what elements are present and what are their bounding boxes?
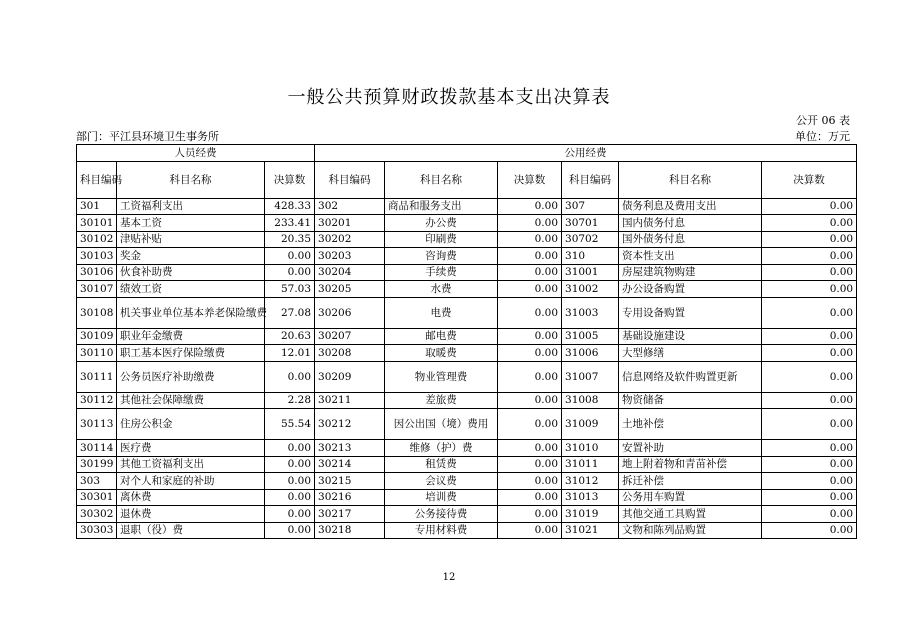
amount-cell: 0.00 bbox=[498, 506, 562, 523]
name-cell: 公务用车购置 bbox=[619, 489, 762, 506]
amount-cell: 0.00 bbox=[498, 248, 562, 265]
table-row bbox=[77, 409, 857, 440]
name-cell: 咨询费 bbox=[385, 248, 498, 265]
code-cell: 30215 bbox=[315, 473, 385, 490]
name-cell: 因公出国（境）费用 bbox=[385, 409, 498, 440]
name-header: 科目名称 bbox=[385, 161, 498, 198]
name-cell: 大型修缮 bbox=[619, 345, 762, 362]
name-cell: 土地补偿 bbox=[619, 409, 762, 440]
code-cell: 30213 bbox=[315, 440, 385, 457]
name-cell: 商品和服务支出 bbox=[385, 198, 498, 215]
code-cell: 31001 bbox=[562, 264, 619, 281]
amount-cell: 0.00 bbox=[762, 506, 857, 523]
amount-cell: 0.00 bbox=[498, 456, 562, 473]
table-row bbox=[77, 215, 857, 232]
amount-cell: 0.00 bbox=[762, 456, 857, 473]
amount-header: 决算数 bbox=[762, 161, 857, 198]
amount-cell: 0.00 bbox=[498, 440, 562, 457]
amount-cell: 0.00 bbox=[265, 361, 315, 392]
name-cell: 伙食补助费 bbox=[117, 264, 265, 281]
name-cell: 办公费 bbox=[385, 215, 498, 232]
code-cell: 30212 bbox=[315, 409, 385, 440]
name-cell: 信息网络及软件购置更新 bbox=[619, 361, 762, 392]
code-cell: 30303 bbox=[77, 522, 117, 539]
amount-cell: 0.00 bbox=[498, 473, 562, 490]
code-cell: 30211 bbox=[315, 392, 385, 409]
amount-cell: 0.00 bbox=[762, 248, 857, 265]
name-cell: 文物和陈列品购置 bbox=[619, 522, 762, 539]
code-cell: 30207 bbox=[315, 328, 385, 345]
amount-cell: 0.00 bbox=[265, 248, 315, 265]
name-cell: 基本工资 bbox=[117, 215, 265, 232]
table-row bbox=[77, 361, 857, 392]
code-cell: 30203 bbox=[315, 248, 385, 265]
page-number: 12 bbox=[442, 572, 456, 583]
code-cell: 30103 bbox=[77, 248, 117, 265]
table-row bbox=[77, 440, 857, 457]
name-cell: 取暖费 bbox=[385, 345, 498, 362]
amount-cell: 0.00 bbox=[762, 522, 857, 539]
code-cell: 31009 bbox=[562, 409, 619, 440]
table-row bbox=[77, 297, 857, 328]
code-cell: 31005 bbox=[562, 328, 619, 345]
code-cell: 30111 bbox=[77, 361, 117, 392]
code-cell: 31002 bbox=[562, 281, 619, 298]
name-cell: 债务利息及费用支出 bbox=[619, 198, 762, 215]
table-row bbox=[77, 456, 857, 473]
code-cell: 303 bbox=[77, 473, 117, 490]
name-cell: 水费 bbox=[385, 281, 498, 298]
amount-cell: 0.00 bbox=[762, 473, 857, 490]
code-cell: 31012 bbox=[562, 473, 619, 490]
expenditure-table bbox=[76, 144, 857, 539]
amount-cell: 0.00 bbox=[498, 409, 562, 440]
code-cell: 30208 bbox=[315, 345, 385, 362]
name-cell: 离休费 bbox=[117, 489, 265, 506]
table-row bbox=[77, 248, 857, 265]
name-cell: 物资储备 bbox=[619, 392, 762, 409]
amount-cell: 0.00 bbox=[762, 215, 857, 232]
name-header: 科目名称 bbox=[117, 161, 265, 198]
department-label: 部门：平江县环境卫生事务所 bbox=[76, 130, 219, 143]
code-cell: 30204 bbox=[315, 264, 385, 281]
amount-cell: 0.00 bbox=[762, 440, 857, 457]
amount-cell: 0.00 bbox=[498, 345, 562, 362]
name-cell: 租赁费 bbox=[385, 456, 498, 473]
name-cell: 维修（护）费 bbox=[385, 440, 498, 457]
table-row bbox=[77, 231, 857, 248]
name-cell: 培训费 bbox=[385, 489, 498, 506]
code-cell: 307 bbox=[562, 198, 619, 215]
amount-cell: 0.00 bbox=[265, 456, 315, 473]
code-cell: 31003 bbox=[562, 297, 619, 328]
amount-cell: 20.35 bbox=[265, 231, 315, 248]
name-cell: 物业管理费 bbox=[385, 361, 498, 392]
form-number: 公开 06 表 bbox=[796, 114, 850, 127]
code-cell: 30218 bbox=[315, 522, 385, 539]
name-cell: 差旅费 bbox=[385, 392, 498, 409]
name-cell: 机关事业单位基本养老保险缴费 bbox=[117, 297, 265, 328]
amount-header: 决算数 bbox=[498, 161, 562, 198]
amount-cell: 0.00 bbox=[265, 440, 315, 457]
code-cell: 30112 bbox=[77, 392, 117, 409]
table-row bbox=[77, 264, 857, 281]
code-cell: 30101 bbox=[77, 215, 117, 232]
code-cell: 30301 bbox=[77, 489, 117, 506]
name-cell: 专用设备购置 bbox=[619, 297, 762, 328]
name-cell: 电费 bbox=[385, 297, 498, 328]
name-header: 科目名称 bbox=[619, 161, 762, 198]
code-cell: 30701 bbox=[562, 215, 619, 232]
name-cell: 退职（役）费 bbox=[117, 522, 265, 539]
amount-cell: 0.00 bbox=[762, 198, 857, 215]
name-cell: 基础设施建设 bbox=[619, 328, 762, 345]
amount-cell: 0.00 bbox=[265, 522, 315, 539]
amount-cell: 0.00 bbox=[498, 361, 562, 392]
name-cell: 住房公积金 bbox=[117, 409, 265, 440]
code-cell: 30217 bbox=[315, 506, 385, 523]
name-cell: 职业年金缴费 bbox=[117, 328, 265, 345]
name-cell: 工资福利支出 bbox=[117, 198, 265, 215]
code-cell: 31019 bbox=[562, 506, 619, 523]
name-cell: 印刷费 bbox=[385, 231, 498, 248]
name-cell: 津贴补贴 bbox=[117, 231, 265, 248]
amount-cell: 0.00 bbox=[762, 264, 857, 281]
amount-cell: 0.00 bbox=[762, 281, 857, 298]
table-row bbox=[77, 522, 857, 539]
name-cell: 奖金 bbox=[117, 248, 265, 265]
code-cell: 31007 bbox=[562, 361, 619, 392]
code-cell: 30109 bbox=[77, 328, 117, 345]
code-cell: 31010 bbox=[562, 440, 619, 457]
code-cell: 302 bbox=[315, 198, 385, 215]
code-cell: 31006 bbox=[562, 345, 619, 362]
name-cell: 职工基本医疗保险缴费 bbox=[117, 345, 265, 362]
amount-cell: 0.00 bbox=[498, 489, 562, 506]
amount-cell: 0.00 bbox=[762, 409, 857, 440]
name-cell: 地上附着物和青苗补偿 bbox=[619, 456, 762, 473]
code-cell: 30216 bbox=[315, 489, 385, 506]
name-cell: 公务接待费 bbox=[385, 506, 498, 523]
code-cell: 30110 bbox=[77, 345, 117, 362]
amount-cell: 0.00 bbox=[762, 489, 857, 506]
code-cell: 30199 bbox=[77, 456, 117, 473]
amount-cell: 0.00 bbox=[498, 297, 562, 328]
code-cell: 30106 bbox=[77, 264, 117, 281]
code-cell: 30302 bbox=[77, 506, 117, 523]
amount-cell: 233.41 bbox=[265, 215, 315, 232]
table-row bbox=[77, 392, 857, 409]
code-cell: 31021 bbox=[562, 522, 619, 539]
name-cell: 办公设备购置 bbox=[619, 281, 762, 298]
amount-cell: 428.33 bbox=[265, 198, 315, 215]
amount-cell: 55.54 bbox=[265, 409, 315, 440]
code-cell: 30206 bbox=[315, 297, 385, 328]
code-cell: 30113 bbox=[77, 409, 117, 440]
personnel-header: 人员经费 bbox=[77, 145, 315, 162]
amount-cell: 0.00 bbox=[265, 489, 315, 506]
code-cell: 31011 bbox=[562, 456, 619, 473]
code-cell: 30102 bbox=[77, 231, 117, 248]
table-row bbox=[77, 281, 857, 298]
name-cell: 房屋建筑物购建 bbox=[619, 264, 762, 281]
amount-cell: 0.00 bbox=[498, 392, 562, 409]
amount-cell: 0.00 bbox=[498, 281, 562, 298]
code-header: 科目编码 bbox=[315, 161, 385, 198]
code-cell: 30114 bbox=[77, 440, 117, 457]
table-row bbox=[77, 328, 857, 345]
amount-cell: 2.28 bbox=[265, 392, 315, 409]
public-header: 公用经费 bbox=[315, 145, 857, 162]
name-cell: 绩效工资 bbox=[117, 281, 265, 298]
amount-cell: 0.00 bbox=[498, 264, 562, 281]
code-cell: 30107 bbox=[77, 281, 117, 298]
name-cell: 专用材料费 bbox=[385, 522, 498, 539]
code-header: 科目编码 bbox=[562, 161, 619, 198]
amount-cell: 0.00 bbox=[762, 392, 857, 409]
table-row bbox=[77, 489, 857, 506]
name-cell: 公务员医疗补助缴费 bbox=[117, 361, 265, 392]
name-cell: 安置补助 bbox=[619, 440, 762, 457]
code-cell: 30205 bbox=[315, 281, 385, 298]
amount-cell: 0.00 bbox=[498, 522, 562, 539]
amount-cell: 57.03 bbox=[265, 281, 315, 298]
name-cell: 退休费 bbox=[117, 506, 265, 523]
amount-cell: 0.00 bbox=[498, 231, 562, 248]
amount-cell: 0.00 bbox=[762, 345, 857, 362]
code-cell: 310 bbox=[562, 248, 619, 265]
name-cell: 资本性支出 bbox=[619, 248, 762, 265]
amount-cell: 20.63 bbox=[265, 328, 315, 345]
amount-header: 决算数 bbox=[265, 161, 315, 198]
amount-cell: 0.00 bbox=[498, 215, 562, 232]
amount-cell: 0.00 bbox=[762, 231, 857, 248]
amount-cell: 27.08 bbox=[265, 297, 315, 328]
name-cell: 对个人和家庭的补助 bbox=[117, 473, 265, 490]
page-title: 一般公共预算财政拨款基本支出决算表 bbox=[287, 87, 611, 108]
table-row bbox=[77, 506, 857, 523]
unit-label: 单位：万元 bbox=[795, 130, 850, 143]
name-cell: 其他社会保障缴费 bbox=[117, 392, 265, 409]
amount-cell: 0.00 bbox=[762, 361, 857, 392]
amount-cell: 0.00 bbox=[265, 506, 315, 523]
code-cell: 30202 bbox=[315, 231, 385, 248]
code-cell: 30214 bbox=[315, 456, 385, 473]
amount-cell: 12.01 bbox=[265, 345, 315, 362]
name-cell: 国内债务付息 bbox=[619, 215, 762, 232]
code-cell: 30108 bbox=[77, 297, 117, 328]
amount-cell: 0.00 bbox=[762, 328, 857, 345]
name-cell: 其他交通工具购置 bbox=[619, 506, 762, 523]
code-cell: 301 bbox=[77, 198, 117, 215]
code-cell: 31013 bbox=[562, 489, 619, 506]
name-cell: 医疗费 bbox=[117, 440, 265, 457]
table-row bbox=[77, 345, 857, 362]
amount-cell: 0.00 bbox=[498, 198, 562, 215]
name-cell: 手续费 bbox=[385, 264, 498, 281]
code-cell: 30201 bbox=[315, 215, 385, 232]
code-cell: 30702 bbox=[562, 231, 619, 248]
code-cell: 31008 bbox=[562, 392, 619, 409]
name-cell: 拆迁补偿 bbox=[619, 473, 762, 490]
name-cell: 国外债务付息 bbox=[619, 231, 762, 248]
name-cell: 其他工资福利支出 bbox=[117, 456, 265, 473]
name-cell: 会议费 bbox=[385, 473, 498, 490]
amount-cell: 0.00 bbox=[265, 473, 315, 490]
table-row bbox=[77, 198, 857, 215]
code-cell: 30209 bbox=[315, 361, 385, 392]
code-header: 科目编码 bbox=[77, 161, 117, 198]
name-cell: 邮电费 bbox=[385, 328, 498, 345]
amount-cell: 0.00 bbox=[762, 297, 857, 328]
amount-cell: 0.00 bbox=[498, 328, 562, 345]
amount-cell: 0.00 bbox=[265, 264, 315, 281]
table-row bbox=[77, 473, 857, 490]
